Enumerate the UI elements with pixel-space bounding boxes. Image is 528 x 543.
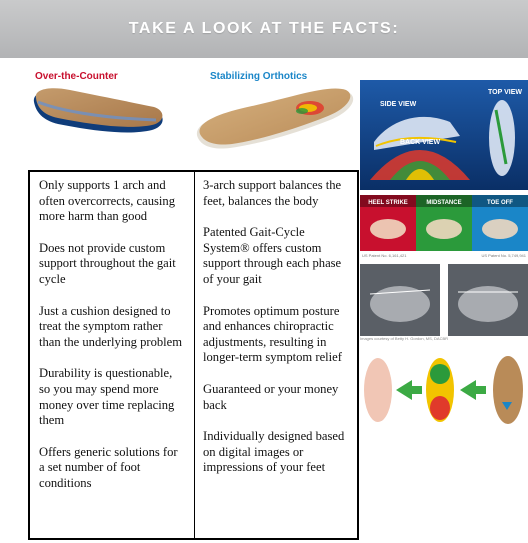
top-view-label: TOP VIEW xyxy=(488,89,522,96)
orthotic-fact-3: Promotes optimum posture and enhances chiropractic adjustments, resulting in longer-term symptom relief xyxy=(203,303,342,365)
side-view-label: SIDE VIEW xyxy=(380,101,417,108)
arch-diagram-image xyxy=(360,80,528,190)
otc-fact-4: Durability is questionable, so you may spend more money over time replacing them xyxy=(39,366,175,428)
over-the-counter-label: Over-the-Counter xyxy=(35,71,118,82)
page-title: TAKE A LOOK AT THE FACTS: xyxy=(128,20,400,37)
orthotic-fact-2: Patented Gait-Cycle System® offers custom support through each phase of your gait xyxy=(203,225,342,286)
comparison-table xyxy=(28,170,359,540)
gait-cycle-image xyxy=(360,195,528,259)
header-banner xyxy=(0,0,528,58)
orthotic-fact-5: Individually designed based on digital images or impressions of your feet xyxy=(203,429,345,475)
gait-phase-heel-strike: HEEL STRIKE xyxy=(368,200,408,206)
orthotic-fact-1: 3-arch support balances the feet, balances the body xyxy=(203,178,342,208)
patent-right: US Patent No. 5,749,941 xyxy=(481,253,526,258)
stabilizing-orthotic-image xyxy=(190,78,360,158)
gait-phase-toe-off: TOE OFF xyxy=(487,200,513,206)
orthotic-fact-4: Guaranteed or your money back xyxy=(203,381,339,412)
gait-phase-midstance: MIDSTANCE xyxy=(426,200,462,206)
otc-fact-2: Does not provide custom support throughout the gait cycle xyxy=(39,240,176,286)
xray-caption: Images courtesy of Betty H. Gordon, MS, DACBR xyxy=(360,336,449,341)
stabilizing-orthotics-label: Stabilizing Orthotics xyxy=(210,71,308,82)
over-the-counter-insole-image xyxy=(28,80,168,150)
otc-fact-5: Offers generic solutions for a set number of foot conditions xyxy=(39,444,178,490)
over-the-counter-column xyxy=(30,172,195,538)
otc-fact-3: Just a cushion designed to treat the symptom rather than the underlying problem xyxy=(39,303,183,349)
back-view-label: BACK VIEW xyxy=(400,139,441,146)
xray-comparison-image xyxy=(360,264,528,336)
foot-scan-to-orthotic-image xyxy=(360,350,528,430)
stabilizing-orthotics-column xyxy=(195,172,357,538)
otc-fact-1: Only supports 1 arch and often overcorrects, causing more harm than good xyxy=(39,178,176,224)
patent-left: US Patent No. 6,161,421 xyxy=(362,253,407,258)
